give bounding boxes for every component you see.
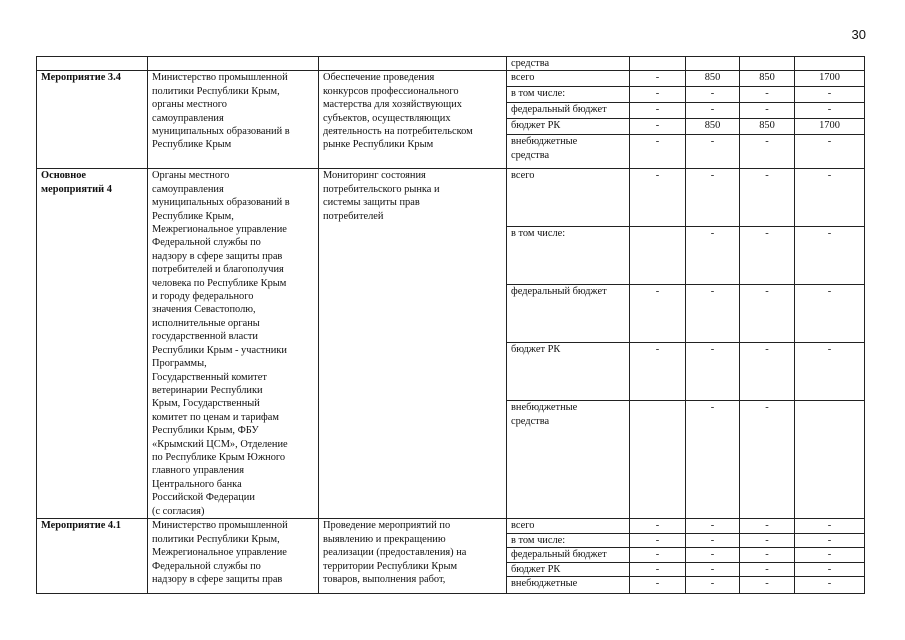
page-number: 30	[851, 27, 866, 42]
description-line: реализации (предоставления) на	[323, 547, 467, 559]
executor-line: политики Республики Крым,	[152, 533, 280, 545]
measure-name-cell	[37, 519, 148, 594]
amount-cell: -	[686, 135, 740, 169]
description-line: системы защиты прав	[323, 197, 420, 209]
amount-cell: -	[630, 285, 686, 343]
executor-line: исполнительные органы	[152, 317, 260, 329]
amount-cell: -	[795, 533, 865, 547]
amount-cell	[630, 57, 686, 71]
amount-cell: -	[795, 135, 865, 169]
amount-cell: -	[686, 343, 740, 401]
funding-source-cell	[507, 577, 630, 594]
description-cell	[319, 57, 507, 71]
description-line: выявлению и прекращению	[323, 533, 446, 545]
funding-source-cell	[507, 519, 630, 533]
description-line: потребительского рынка и	[323, 183, 440, 195]
executor-line: Крым, Государственный	[152, 398, 260, 410]
funding-source-cell	[507, 401, 630, 519]
amount-cell: -	[795, 285, 865, 343]
amount-cell: -	[740, 548, 795, 562]
budget-table	[36, 56, 865, 594]
amount-cell: -	[686, 562, 740, 576]
amount-cell: -	[740, 343, 795, 401]
amount-cell: -	[686, 87, 740, 103]
amount-cell: -	[740, 135, 795, 169]
measure-name-line: Мероприятие 3.4	[41, 72, 121, 84]
amount-cell: -	[795, 519, 865, 533]
measure-name-cell	[37, 71, 148, 169]
executor-line: муниципальных образований в	[152, 126, 290, 138]
amount-cell: -	[795, 227, 865, 285]
funding-source-label: внебюджетные	[511, 578, 578, 590]
measure-name-cell	[37, 169, 148, 519]
description-line: конкурсов профессионального	[323, 85, 459, 97]
funding-source-label: средства	[511, 58, 550, 69]
funding-source-cell	[507, 169, 630, 227]
description-cell	[319, 71, 507, 169]
table-row	[37, 71, 865, 87]
funding-source-label: средства	[511, 149, 550, 161]
amount-cell: -	[630, 533, 686, 547]
amount-cell: -	[740, 103, 795, 119]
funding-source-cell	[507, 87, 630, 103]
funding-source-label: бюджет РК	[511, 563, 561, 575]
table-body	[37, 57, 865, 594]
table-row	[37, 519, 865, 533]
amount-cell: -	[630, 119, 686, 135]
amount-cell: 850	[686, 119, 740, 135]
funding-source-label: бюджет РК	[511, 344, 561, 356]
executor-line: Республики Крым, ФБУ	[152, 425, 259, 437]
amount-cell: 850	[740, 119, 795, 135]
funding-source-label: всего	[511, 170, 535, 182]
funding-source-label: федеральный бюджет	[511, 286, 607, 298]
executor-line: Центрального банка	[152, 478, 242, 490]
amount-cell: -	[795, 343, 865, 401]
executor-line: (с согласия)	[152, 505, 205, 517]
funding-source-label: в том числе:	[511, 534, 566, 546]
executor-cell	[148, 519, 319, 594]
funding-source-label: внебюджетные	[511, 402, 578, 414]
executor-line: Межрегиональное управление	[152, 224, 287, 236]
amount-cell: -	[795, 577, 865, 594]
amount-cell: 1700	[795, 71, 865, 87]
description-line: рынке Республики Крым	[323, 139, 434, 151]
executor-line: Республики Крым - участники	[152, 344, 287, 356]
executor-line: государственной власти	[152, 331, 258, 343]
executor-cell	[148, 169, 319, 519]
executor-line: самоуправления	[152, 112, 224, 124]
funding-source-label: внебюджетные	[511, 136, 578, 148]
executor-line: Министерство промышленной	[152, 72, 288, 84]
amount-cell: -	[795, 103, 865, 119]
amount-cell	[630, 227, 686, 285]
amount-cell: 850	[740, 71, 795, 87]
funding-source-label: федеральный бюджет	[511, 104, 607, 116]
amount-cell	[630, 401, 686, 519]
amount-cell: -	[686, 169, 740, 227]
amount-cell: -	[630, 343, 686, 401]
funding-source-label: в том числе:	[511, 88, 566, 100]
amount-cell: -	[740, 87, 795, 103]
measure-name-cell	[37, 57, 148, 71]
amount-cell: -	[686, 227, 740, 285]
amount-cell: -	[630, 71, 686, 87]
amount-cell: -	[630, 87, 686, 103]
description-line: субъектов, осуществляющих	[323, 112, 451, 124]
funding-source-cell	[507, 57, 630, 71]
amount-cell: -	[740, 401, 795, 519]
amount-cell: -	[686, 577, 740, 594]
amount-cell: -	[686, 548, 740, 562]
funding-source-label: федеральный бюджет	[511, 549, 607, 561]
amount-cell: -	[740, 285, 795, 343]
amount-cell: -	[630, 135, 686, 169]
executor-line: по Республике Крым Южного	[152, 451, 286, 463]
funding-source-label: в том числе:	[511, 228, 566, 240]
amount-cell: -	[795, 548, 865, 562]
amount-cell: -	[630, 169, 686, 227]
amount-cell: -	[630, 548, 686, 562]
description-line: мастерства для хозяйствующих	[323, 99, 462, 111]
funding-source-label: средства	[511, 415, 550, 427]
table-row	[37, 169, 865, 227]
description-cell	[319, 169, 507, 519]
amount-cell: -	[795, 169, 865, 227]
executor-line: органы местного	[152, 99, 227, 111]
measure-name-line: Мероприятие 4.1	[41, 520, 121, 532]
funding-source-cell	[507, 227, 630, 285]
table-row	[37, 57, 865, 71]
executor-line: ветеринарии Республики	[152, 384, 263, 396]
executor-line: Программы,	[152, 358, 207, 370]
measure-name-line: Основное	[41, 170, 87, 182]
amount-cell: -	[795, 562, 865, 576]
amount-cell: 1700	[795, 119, 865, 135]
executor-line: муниципальных образований в	[152, 197, 290, 209]
amount-cell: -	[740, 227, 795, 285]
funding-source-cell	[507, 103, 630, 119]
amount-cell: -	[740, 519, 795, 533]
executor-cell	[148, 71, 319, 169]
funding-source-label: всего	[511, 72, 535, 84]
executor-line: значения Севастополю,	[152, 304, 256, 316]
executor-line: человека по Республике Крым	[152, 277, 287, 289]
description-line: товаров, выполнения работ,	[323, 574, 446, 586]
funding-source-label: бюджет РК	[511, 120, 561, 132]
amount-cell: -	[686, 533, 740, 547]
amount-cell	[795, 57, 865, 71]
amount-cell: -	[630, 519, 686, 533]
amount-cell: 850	[686, 71, 740, 87]
executor-line: самоуправления	[152, 183, 224, 195]
executor-line: и городу федерального	[152, 291, 254, 303]
description-cell	[319, 519, 507, 594]
executor-line: «Крымский ЦСМ», Отделение	[152, 438, 288, 450]
funding-source-cell	[507, 135, 630, 169]
funding-source-cell	[507, 548, 630, 562]
description-line: Обеспечение проведения	[323, 72, 435, 84]
executor-line: Российской Федерации	[152, 492, 255, 504]
description-line: Мониторинг состояния	[323, 170, 426, 182]
amount-cell: -	[795, 87, 865, 103]
amount-cell: -	[686, 285, 740, 343]
executor-line: комитет по ценам и тарифам	[152, 411, 279, 423]
amount-cell: -	[686, 519, 740, 533]
funding-source-cell	[507, 71, 630, 87]
funding-source-cell	[507, 285, 630, 343]
amount-cell: -	[686, 103, 740, 119]
executor-line: Министерство промышленной	[152, 520, 288, 532]
executor-line: главного управления	[152, 465, 245, 477]
executor-line: надзору в сфере защиты прав	[152, 574, 283, 586]
description-line: территории Республики Крым	[323, 560, 458, 572]
amount-cell: -	[740, 169, 795, 227]
funding-source-label: всего	[511, 520, 535, 532]
amount-cell	[686, 57, 740, 71]
description-line: деятельность на потребительском	[323, 126, 473, 138]
executor-line: Органы местного	[152, 170, 230, 182]
amount-cell: -	[630, 562, 686, 576]
executor-line: Республике Крым,	[152, 210, 234, 222]
funding-source-cell	[507, 343, 630, 401]
executor-line: Федеральной службы по	[152, 560, 261, 572]
amount-cell: -	[630, 577, 686, 594]
amount-cell: -	[740, 562, 795, 576]
funding-source-cell	[507, 533, 630, 547]
description-line: Проведение мероприятий по	[323, 520, 451, 532]
measure-name-line: мероприятий 4	[41, 183, 112, 195]
amount-cell: -	[686, 401, 740, 519]
description-line: потребителей	[323, 210, 384, 222]
executor-line: Федеральной службы по	[152, 237, 261, 249]
executor-line: Республике Крым	[152, 139, 232, 151]
amount-cell	[795, 401, 865, 519]
funding-source-cell	[507, 119, 630, 135]
executor-line: политики Республики Крым,	[152, 85, 280, 97]
executor-cell	[148, 57, 319, 71]
amount-cell: -	[740, 577, 795, 594]
executor-line: Межрегиональное управление	[152, 547, 287, 559]
executor-line: надзору в сфере защиты прав	[152, 250, 283, 262]
amount-cell	[740, 57, 795, 71]
executor-line: Государственный комитет	[152, 371, 267, 383]
amount-cell: -	[630, 103, 686, 119]
funding-source-cell	[507, 562, 630, 576]
executor-line: потребителей и благополучия	[152, 264, 284, 276]
amount-cell: -	[740, 533, 795, 547]
